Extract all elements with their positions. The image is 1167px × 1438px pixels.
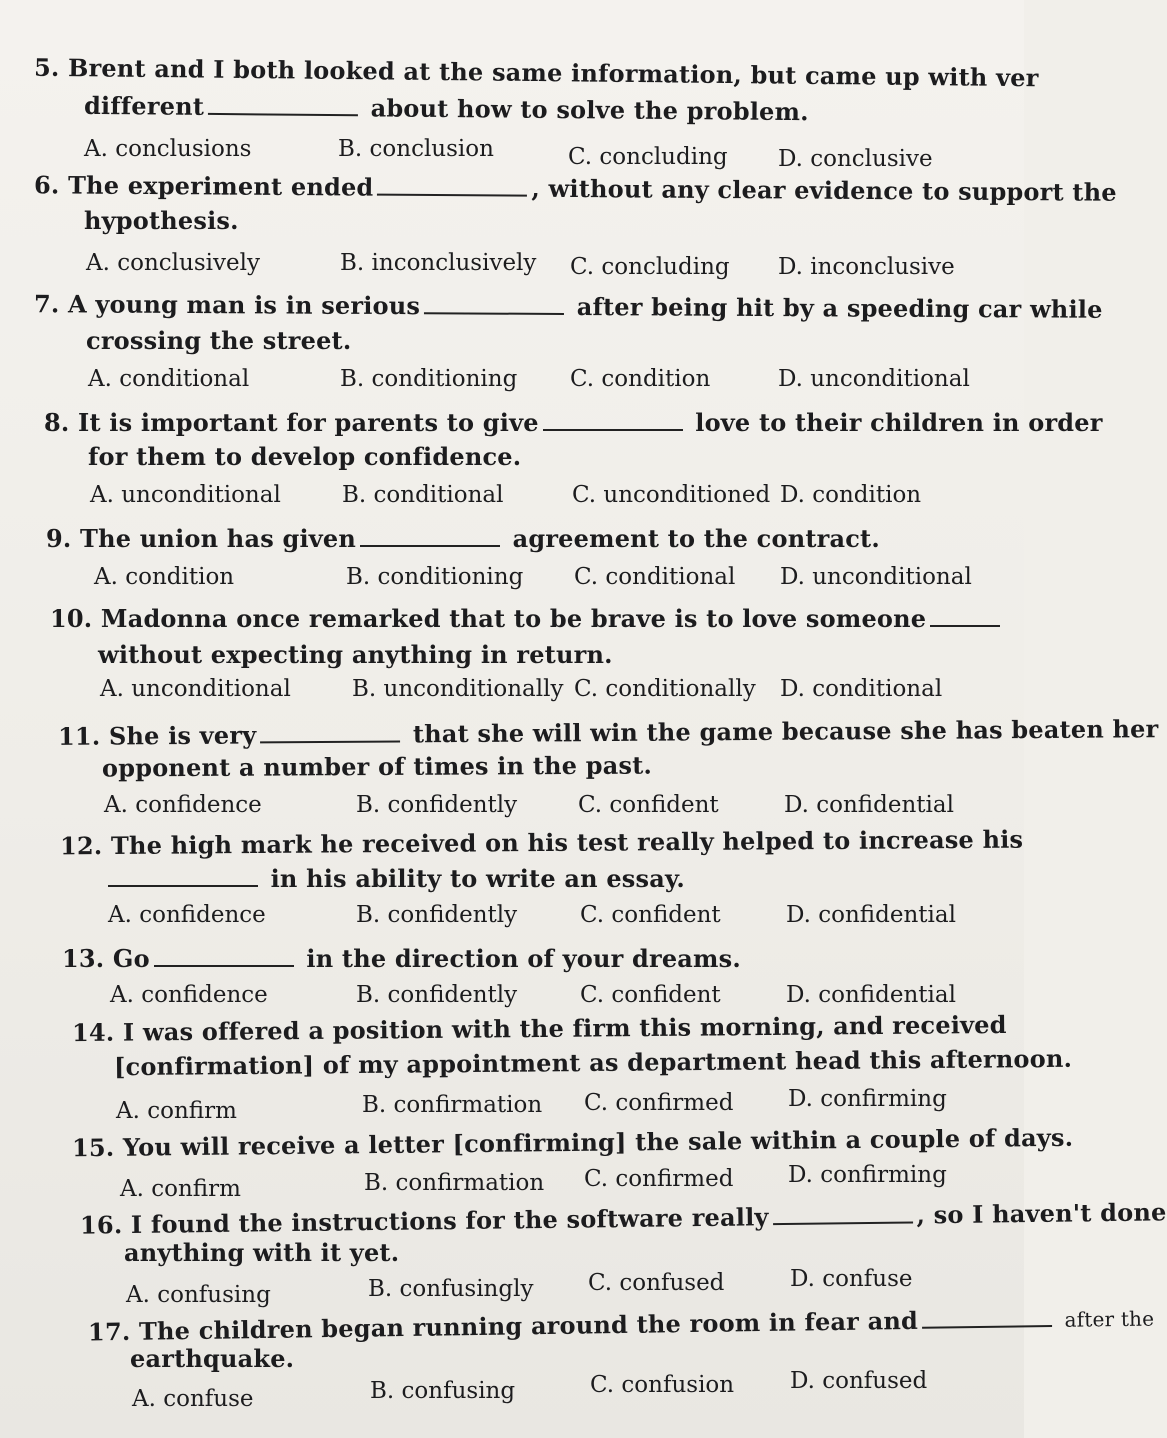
question-text: The high mark he received on his test really helped to increase his	[110, 824, 1024, 861]
option-a[interactable]: A. confidence	[104, 792, 262, 818]
answer-blank[interactable]	[108, 884, 258, 887]
answer-options	[0, 136, 1024, 170]
option-b[interactable]: B. unconditionally	[352, 676, 564, 702]
option-d[interactable]: D. confidential	[784, 792, 954, 818]
option-a[interactable]: A. conclusions	[84, 136, 252, 162]
question-line	[62, 944, 741, 973]
question-text: Go	[112, 944, 150, 973]
answer-options	[0, 482, 1024, 516]
question-text: opponent a number of times in the past.	[101, 750, 653, 783]
answer-options	[0, 1086, 1024, 1124]
question-line	[124, 1238, 399, 1267]
option-d[interactable]: D. conclusive	[778, 146, 933, 172]
question-line	[60, 825, 1023, 861]
option-a[interactable]: A. confidence	[110, 982, 268, 1008]
option-c[interactable]: C. confused	[588, 1270, 725, 1296]
question-line	[130, 1344, 294, 1373]
option-a[interactable]: A. confidence	[108, 902, 266, 928]
question-text: I was offered a position with the firm this morning, and received	[122, 1009, 1007, 1047]
option-b[interactable]: B. confidently	[356, 792, 518, 818]
option-a[interactable]: A. confirm	[120, 1176, 241, 1202]
question-text: after the	[1064, 1306, 1155, 1332]
option-a[interactable]: A. conditional	[88, 366, 250, 392]
option-c[interactable]: C. conditional	[574, 564, 736, 590]
question-text: agreement to the contract.	[512, 524, 880, 553]
question-text: earthquake.	[130, 1344, 295, 1373]
question-text: It is important for parents to give	[78, 408, 539, 437]
option-d[interactable]: D. inconclusive	[778, 254, 955, 280]
option-d[interactable]: D. confirming	[788, 1086, 947, 1112]
option-d[interactable]: D. confuse	[790, 1266, 913, 1292]
question-line	[102, 751, 652, 783]
question-text: love to their children in order	[695, 408, 1103, 437]
question-text: A young man is in serious	[67, 289, 421, 321]
option-b[interactable]: B. conditional	[342, 482, 504, 508]
question-text: You will receive a letter [confirming] the sale within a couple of days.	[122, 1122, 1074, 1162]
option-c[interactable]: C. conditionally	[574, 676, 756, 702]
question-line	[50, 604, 1004, 633]
option-a[interactable]: A. unconditional	[90, 482, 281, 508]
question-text: The union has given	[80, 524, 357, 553]
option-d[interactable]: D. unconditional	[778, 366, 970, 392]
question-line	[84, 91, 809, 126]
option-c[interactable]: C. unconditioned	[572, 482, 771, 508]
option-d[interactable]: D. confidential	[786, 982, 956, 1008]
answer-options	[0, 250, 1024, 284]
option-a[interactable]: A. confuse	[132, 1386, 254, 1412]
question-text: crossing the street.	[86, 326, 352, 355]
question-number: 12.	[59, 831, 103, 861]
option-d[interactable]: D. condition	[780, 482, 922, 508]
option-b[interactable]: B. confidently	[356, 902, 518, 928]
answer-options	[0, 1266, 1024, 1310]
option-a[interactable]: A. confirm	[116, 1098, 237, 1124]
question-number: 5.	[33, 52, 60, 83]
question-line	[88, 442, 521, 471]
question-text: that she will win the game because she has beaten her	[412, 714, 1159, 749]
question-text: hypothesis.	[84, 206, 239, 235]
option-c[interactable]: C. confident	[580, 982, 721, 1008]
option-c[interactable]: C. confident	[578, 792, 719, 818]
question-line	[84, 206, 239, 235]
question-text: , without any clear evidence to support the	[531, 173, 1117, 207]
question-number: 13.	[62, 944, 105, 973]
answer-blank[interactable]	[154, 964, 294, 967]
question-line	[58, 714, 1159, 751]
option-b[interactable]: B. conditioning	[340, 366, 518, 392]
option-b[interactable]: B. inconclusively	[340, 250, 537, 276]
question-text: without expecting anything in return.	[98, 640, 613, 669]
answer-blank[interactable]	[922, 1324, 1052, 1329]
question-line	[34, 170, 1117, 207]
question-text: in the direction of your dreams.	[306, 944, 741, 973]
question-text: after being hit by a speeding car while	[576, 292, 1103, 324]
question-line	[80, 1197, 1167, 1239]
question-text: about how to solve the problem.	[370, 93, 809, 127]
option-b[interactable]: B. confusingly	[368, 1276, 534, 1302]
option-c[interactable]: C. condition	[570, 366, 711, 392]
option-a[interactable]: A. unconditional	[100, 676, 291, 702]
question-line	[46, 524, 880, 553]
option-b[interactable]: B. confirmation	[362, 1092, 543, 1118]
answer-blank[interactable]	[377, 193, 527, 197]
answer-options	[0, 564, 1024, 598]
question-line	[104, 864, 685, 893]
option-a[interactable]: A. confusing	[126, 1282, 271, 1308]
option-c[interactable]: C. concluding	[570, 254, 730, 280]
answer-blank[interactable]	[260, 739, 400, 743]
answer-options	[0, 676, 1024, 710]
question-number: 10.	[50, 604, 93, 633]
answer-blank[interactable]	[930, 624, 1000, 627]
question-text: in his ability to write an essay.	[270, 864, 685, 893]
answer-options	[0, 1368, 1024, 1414]
answer-blank[interactable]	[208, 112, 358, 116]
question-line	[98, 640, 613, 669]
question-number: 16.	[79, 1210, 123, 1240]
question-number: 7.	[33, 289, 60, 319]
answer-blank[interactable]	[773, 1220, 913, 1225]
question-text: [confirmation] of my appointment as department head this afternoon.	[113, 1043, 1073, 1082]
option-d[interactable]: D. unconditional	[780, 564, 972, 590]
answer-blank[interactable]	[543, 428, 683, 431]
option-b[interactable]: B. confidently	[356, 982, 518, 1008]
question-text: , so I haven't done	[916, 1197, 1167, 1230]
answer-options	[0, 1162, 1024, 1202]
question-number: 15.	[71, 1132, 115, 1163]
question-text: Madonna once remarked that to be brave is to love someone	[100, 604, 927, 633]
option-c[interactable]: C. confirmed	[584, 1090, 734, 1116]
answer-options	[0, 366, 1024, 400]
question-line	[86, 326, 351, 355]
option-c[interactable]: C. confident	[580, 902, 721, 928]
option-b[interactable]: B. confirmation	[364, 1170, 545, 1196]
question-line	[34, 53, 1039, 93]
option-a[interactable]: A. conclusively	[86, 250, 260, 276]
question-number: 6.	[33, 170, 60, 200]
option-b[interactable]: B. conclusion	[338, 136, 494, 162]
option-c[interactable]: C. confusion	[590, 1372, 735, 1398]
option-b[interactable]: B. conditioning	[346, 564, 524, 590]
question-line	[72, 1123, 1074, 1162]
option-d[interactable]: D. confirming	[788, 1162, 947, 1188]
answer-options	[0, 792, 1024, 826]
answer-blank[interactable]	[360, 544, 500, 547]
answer-blank[interactable]	[424, 311, 564, 315]
option-c[interactable]: C. confirmed	[584, 1166, 734, 1192]
question-line	[114, 1044, 1072, 1081]
question-line	[44, 408, 1103, 437]
question-line	[34, 289, 1103, 324]
option-c[interactable]: C. concluding	[568, 144, 728, 170]
question-text: The children began running around the room in fear and	[138, 1305, 919, 1346]
question-text: She is very	[108, 720, 257, 751]
option-d[interactable]: D. conditional	[780, 676, 943, 702]
question-number: 17.	[87, 1316, 131, 1347]
question-number: 9.	[46, 524, 72, 553]
question-text: The experiment ended	[67, 170, 374, 202]
question-text: anything with it yet.	[124, 1238, 400, 1267]
answer-options	[0, 902, 1024, 936]
question-text: different	[83, 90, 205, 121]
option-b[interactable]: B. confusing	[370, 1378, 516, 1404]
option-d[interactable]: D. confused	[790, 1368, 928, 1394]
question-number: 14.	[71, 1017, 115, 1048]
option-d[interactable]: D. confidential	[786, 902, 956, 928]
option-a[interactable]: A. condition	[94, 564, 235, 590]
question-text: for them to develop confidence.	[88, 442, 522, 471]
question-text: I found the instructions for the software really	[130, 1202, 769, 1240]
question-number: 11.	[57, 721, 101, 751]
question-text: Brent and I both looked at the same information, but came up with ver	[67, 53, 1039, 93]
question-number: 8.	[44, 408, 70, 437]
